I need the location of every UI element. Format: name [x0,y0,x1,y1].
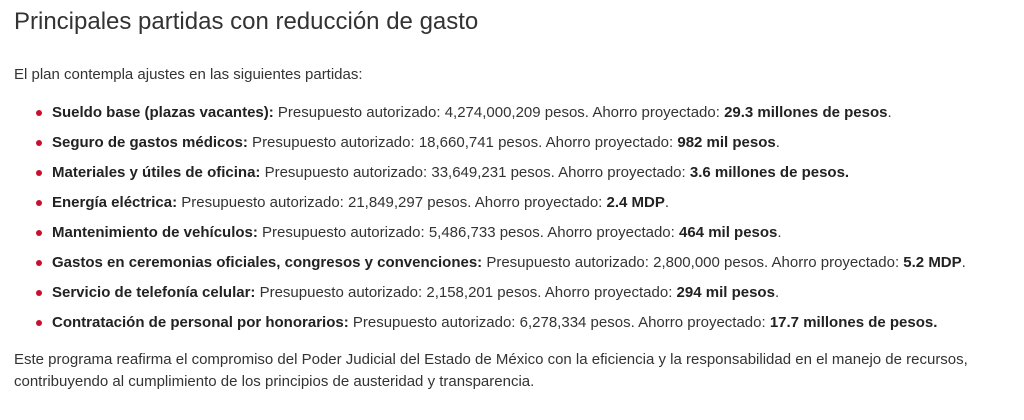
item-savings: 17.7 millones de pesos. [769,314,938,331]
item-budget: Presupuesto autorizado: 4,274,000,209 pesos. Ahorro proyectado: [273,104,725,121]
item-tail: . [775,134,780,151]
section-title: Principales partidas con reducción de gasto [14,8,479,35]
bullet-icon [36,260,42,266]
item-name: Mantenimiento de vehículos: [52,224,258,241]
item-savings: 464 mil pesos [679,224,778,241]
bullet-icon [36,290,42,296]
list-item [14,253,1010,273]
item-savings: 5.2 MDP [903,254,962,271]
item-name: Sueldo base (plazas vacantes): [52,104,274,121]
item-tail: . [777,224,782,241]
bullet-icon [36,320,42,326]
item-savings: 29.3 millones de pesos [724,104,888,121]
item-budget: Presupuesto autorizado: 21,849,297 pesos. Ahorro proyectado: [177,194,607,211]
list-item [14,133,1010,153]
item-name: Gastos en ceremonias oficiales, congresos y convenciones: [52,254,483,271]
intro-paragraph: El plan contempla ajustes en las siguientes partidas: [14,66,363,83]
item-savings: 294 mil pesos [676,284,775,301]
item-tail: . [664,194,670,211]
item-budget: Presupuesto autorizado: 2,158,201 pesos. Ahorro proyectado: [255,284,677,301]
closing-paragraph: Este programa reafirma el compromiso del Poder Judicial del Estado de México con la eficiencia y la responsabilidad en el manejo de recursos, contribuyendo al cumplimiento de los principios de austeridad y transparencia. [14,351,968,390]
item-savings: 3.6 millones de pesos. [689,164,850,181]
list-item [14,193,1010,213]
list-item [14,223,1010,243]
item-budget: Presupuesto autorizado: 33,649,231 pesos. Ahorro proyectado: [260,164,690,181]
list-item [14,163,1010,183]
item-name: Seguro de gastos médicos: [52,134,248,151]
item-tail: . [887,104,892,121]
list-item [14,283,1010,303]
item-savings: 2.4 MDP [606,194,665,211]
item-tail: . [774,284,780,301]
item-name: Servicio de telefonía celular: [52,284,256,301]
item-name: Materiales y útiles de oficina: [52,164,261,181]
item-budget: Presupuesto autorizado: 5,486,733 pesos. Ahorro proyectado: [257,224,679,241]
item-budget: Presupuesto autorizado: 18,660,741 pesos. Ahorro proyectado: [247,134,678,151]
item-tail: . [961,254,966,271]
item-name: Contratación de personal por honorarios: [52,314,349,331]
budget-item-list [14,103,1010,333]
item-budget: Presupuesto autorizado: 6,278,334 pesos. Ahorro proyectado: [348,314,770,331]
bullet-icon [36,140,42,146]
item-budget: Presupuesto autorizado: 2,800,000 pesos. Ahorro proyectado: [482,254,904,271]
list-item [14,103,1010,123]
bullet-icon [36,110,42,116]
item-name: Energía eléctrica: [52,194,178,211]
bullet-icon [36,200,42,206]
bullet-icon [36,170,42,176]
item-savings: 982 mil pesos [677,134,776,151]
list-item [14,313,1010,333]
bullet-icon [36,230,42,236]
